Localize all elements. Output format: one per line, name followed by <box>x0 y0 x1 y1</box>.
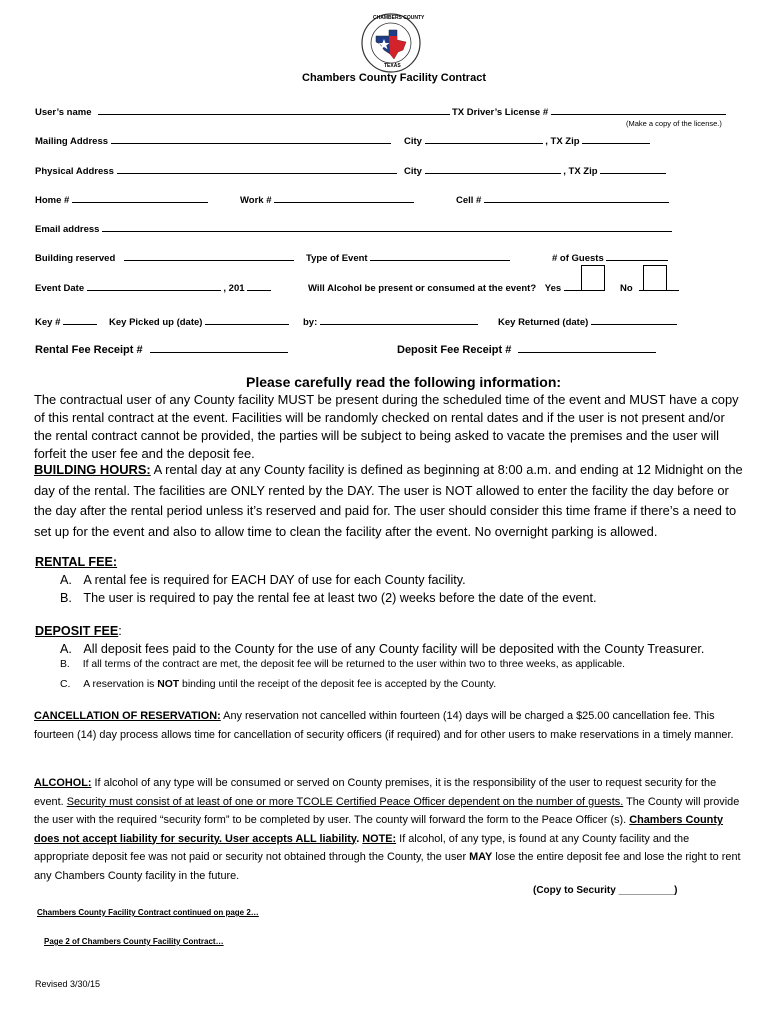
email-label: Email address <box>35 224 100 235</box>
deposit-item-text-2: binding until the receipt of the deposit fee is accepted by the County. <box>179 679 497 690</box>
alcohol-text-4: lose the entire deposit fee and lose the right to rent any Chambers County facility in the future. <box>34 851 741 882</box>
alcohol-question <box>308 280 596 294</box>
rental-item-a <box>60 571 466 589</box>
page-2-note: Page 2 of Chambers County Facility Contract… <box>44 937 224 946</box>
alcohol-paragraph <box>34 774 746 885</box>
may-label: MAY <box>469 851 493 863</box>
cell-field[interactable] <box>484 192 669 203</box>
mailing-city-row <box>404 133 650 147</box>
year-label: , 201 <box>223 283 245 294</box>
mailing-label: Mailing Address <box>35 136 109 147</box>
deposit-item-text: All deposit fees paid to the County for the use of any County facility will be deposited with the County Treasurer. <box>83 642 705 656</box>
users-name-row <box>35 104 450 118</box>
building-hours-label: BUILDING HOURS: <box>34 462 151 477</box>
license-note: (Make a copy of the license.) <box>626 119 722 128</box>
key-returned-row <box>498 314 677 328</box>
by-row <box>303 314 478 328</box>
building-row <box>35 250 294 264</box>
by-field[interactable] <box>320 314 478 325</box>
building-hours-paragraph <box>34 460 746 542</box>
physical-field[interactable] <box>117 163 397 174</box>
key-row <box>35 314 97 328</box>
deposit-receipt-label: Deposit Fee Receipt # <box>397 344 512 356</box>
seal-top-text: CHAMBERS COUNTY <box>373 15 425 21</box>
rental-item-letter: B. <box>60 591 72 605</box>
email-field[interactable] <box>102 221 672 232</box>
yes-label: Yes <box>544 283 562 294</box>
cancellation-text: Any reservation not cancelled within fourteen (14) days will be charged a $25.00 cancellation fee. This fourteen (14) day process allows time for cancellation of security officers (if required) and for other users to make reservations in a timely manner. <box>34 710 734 741</box>
deposit-item-text: If all terms of the contract are met, the deposit fee will be returned to the user within two to three weeks, as applicable. <box>82 659 626 670</box>
year-field[interactable] <box>247 280 271 291</box>
mailing-city-field[interactable] <box>425 133 543 144</box>
mailing-zip-field[interactable] <box>582 133 650 144</box>
copy-to-security: (Copy to Security __________) <box>533 885 678 896</box>
no-checkbox[interactable] <box>643 265 667 291</box>
note-label: NOTE: <box>362 832 397 845</box>
alcohol-label: ALCOHOL: <box>34 777 92 789</box>
key-returned-label: Key Returned (date) <box>498 317 589 328</box>
deposit-item-c <box>60 679 496 690</box>
rental-item-text: A rental fee is required for EACH DAY of use for each County facility. <box>83 573 466 587</box>
alcohol-text-3: If alcohol, of any type, is found at any County facility and the appropriate deposit fee was not paid or security not obtained through the County, the user <box>34 832 690 863</box>
license-label: TX Driver’s License # <box>452 107 549 118</box>
rental-receipt-label: Rental Fee Receipt # <box>35 344 143 356</box>
key-picked-label: Key Picked up (date) <box>109 317 203 328</box>
key-label: Key # <box>35 317 61 328</box>
tx-zip-label: , TX Zip <box>545 136 580 147</box>
event-date-row <box>35 280 271 294</box>
building-field[interactable] <box>124 250 294 261</box>
deposit-item-text-1: A reservation is <box>83 679 158 690</box>
key-field[interactable] <box>63 314 97 325</box>
event-type-field[interactable] <box>370 250 510 261</box>
deposit-item-letter: A. <box>60 642 72 656</box>
physical-label: Physical Address <box>35 166 114 177</box>
event-date-label: Event Date <box>35 283 85 294</box>
deposit-receipt-field[interactable] <box>518 342 656 353</box>
city-label: City <box>404 136 422 147</box>
yes-checkbox[interactable] <box>581 265 605 291</box>
physical-city-field[interactable] <box>425 163 561 174</box>
rental-receipt-row <box>35 342 288 356</box>
building-label: Building reserved <box>35 253 116 264</box>
physical-city-row <box>404 163 666 177</box>
no-label: No <box>620 283 633 294</box>
event-date-field[interactable] <box>87 280 221 291</box>
rental-receipt-field[interactable] <box>150 342 288 353</box>
home-row <box>35 192 208 206</box>
by-label: by: <box>303 317 318 328</box>
document-title: Chambers County Facility Contract <box>302 72 486 84</box>
key-returned-field[interactable] <box>591 314 677 325</box>
rental-item-b <box>60 589 597 607</box>
deposit-item-a <box>60 640 704 658</box>
cell-label: Cell # <box>456 195 482 206</box>
physical-zip-field[interactable] <box>600 163 666 174</box>
revised-date: Revised 3/30/15 <box>35 979 101 989</box>
cancellation-paragraph <box>34 707 746 745</box>
alcohol-text-1: If alcohol of any type will be consumed or served on County premises, it is the responsibility of the user to request security for the event. <box>34 777 717 808</box>
work-field[interactable] <box>274 192 414 203</box>
deposit-fee-heading <box>35 624 122 638</box>
deposit-item-letter: B. <box>60 659 70 670</box>
rental-item-letter: A. <box>60 573 72 587</box>
users-name-label: User’s name <box>35 107 92 118</box>
building-hours-text: A rental day at any County facility is defined as beginning at 8:00 a.m. and ending at 12 Midnight on the day of the rental. The facilities are ONLY rented by the DAY. The user is NOT allowed to enter the facility the day before or the day after the rental period unless it’s reserved and paid for. The user should consider this time frame if there’s a need to set up for the event and also to allow time to clean the facility after the event. No overnight parking is allowed. <box>34 462 743 539</box>
cancellation-label: CANCELLATION OF RESERVATION: <box>34 710 221 722</box>
liability-statement: Chambers County does not accept liability for security. User accepts ALL liability <box>34 814 724 845</box>
guests-label: # of Guests <box>552 253 604 264</box>
home-field[interactable] <box>72 192 208 203</box>
license-field[interactable] <box>551 104 726 115</box>
guests-field[interactable] <box>606 250 668 261</box>
alcohol-question-label: Will Alcohol be present or consumed at the event? <box>308 283 537 294</box>
mailing-field[interactable] <box>111 133 391 144</box>
mailing-row <box>35 133 391 147</box>
deposit-receipt-row <box>397 342 656 356</box>
rental-item-text: The user is required to pay the rental fee at least two (2) weeks before the date of the event. <box>83 591 597 605</box>
key-picked-field[interactable] <box>205 314 289 325</box>
physical-row <box>35 163 397 177</box>
license-row <box>452 104 726 118</box>
deposit-item-not: NOT <box>157 679 180 690</box>
deposit-colon: : <box>118 624 122 638</box>
city-label: City <box>404 166 422 177</box>
deposit-fee-label: DEPOSIT FEE <box>35 624 119 638</box>
intro-paragraph: The contractual user of any County facility MUST be present during the scheduled time of the event and MUST have a copy of this rental contract at the event. Facilities will be randomly checked on rental dates and if the user is not present and/or the rental contract cannot be provided, the parties will be subject to being asked to vacate the premises and the user will forfeit the user fee and the deposit fee. <box>34 392 739 461</box>
work-row <box>240 192 414 206</box>
seal-bottom-text: TEXAS <box>384 63 401 69</box>
guests-row <box>552 250 668 264</box>
event-type-row <box>306 250 510 264</box>
alcohol-text-2: The County will provide the user with the required “security form” to be completed by user. The county will forward the form to the Peace Officer (s). <box>34 795 740 826</box>
event-type-label: Type of Event <box>306 253 368 264</box>
users-name-field[interactable] <box>98 104 450 115</box>
deposit-item-b <box>60 659 625 670</box>
liability-dot: . <box>356 832 363 845</box>
tx-zip-label: , TX Zip <box>563 166 598 177</box>
county-seal <box>360 12 425 74</box>
work-label: Work # <box>240 195 272 206</box>
alcohol-security-requirement: Security must consist of at least of one or more TCOLE Certified Peace Officer dependent on the number of guests. <box>66 795 624 808</box>
key-picked-row <box>109 314 289 328</box>
cell-row <box>456 192 669 206</box>
rental-fee-heading: RENTAL FEE: <box>35 555 118 569</box>
deposit-item-letter: C. <box>60 679 71 690</box>
info-heading: Please carefully read the following information: <box>246 374 562 390</box>
email-row <box>35 221 672 235</box>
continued-note: Chambers County Facility Contract continued on page 2… <box>37 908 259 917</box>
home-label: Home # <box>35 195 70 206</box>
